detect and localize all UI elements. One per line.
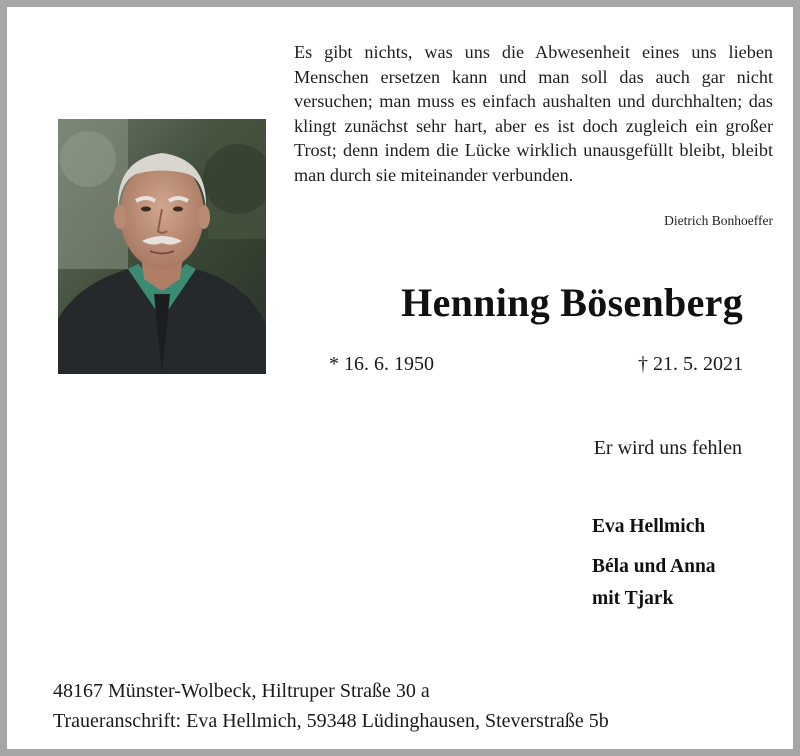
mourner-name: mit Tjark bbox=[592, 588, 674, 609]
mourner-name: Béla und Anna bbox=[592, 556, 716, 577]
death-date: † 21. 5. 2021 bbox=[638, 353, 743, 375]
quote-text: Es gibt nichts, was uns die Abwesenheit eines uns lieben Menschen ersetzen kann und man soll das auch gar nicht versuchen; man muss es einfach aushalten und durchhalten; das klingt zunächst sehr hart, aber es ist doch zugleich ein großer Trost; denn indem die Lücke wirklich unausgefüllt bleibt, bleibt man durch sie miteinander verbunden. bbox=[294, 42, 773, 185]
portrait-photo bbox=[58, 119, 266, 374]
farewell-message: Er wird uns fehlen bbox=[593, 437, 742, 459]
birth-date: * 16. 6. 1950 bbox=[329, 353, 434, 375]
mourner-name: Eva Hellmich bbox=[592, 516, 706, 537]
deceased-name: Henning Bösenberg bbox=[401, 280, 743, 325]
quote-author: Dietrich Bonhoeffer bbox=[664, 213, 773, 228]
residence-address: 48167 Münster-Wolbeck, Hiltruper Straße 30 a bbox=[53, 680, 430, 702]
mourning-address: Traueranschrift: Eva Hellmich, 59348 Lüdinghausen, Steverstraße 5b bbox=[53, 710, 609, 732]
